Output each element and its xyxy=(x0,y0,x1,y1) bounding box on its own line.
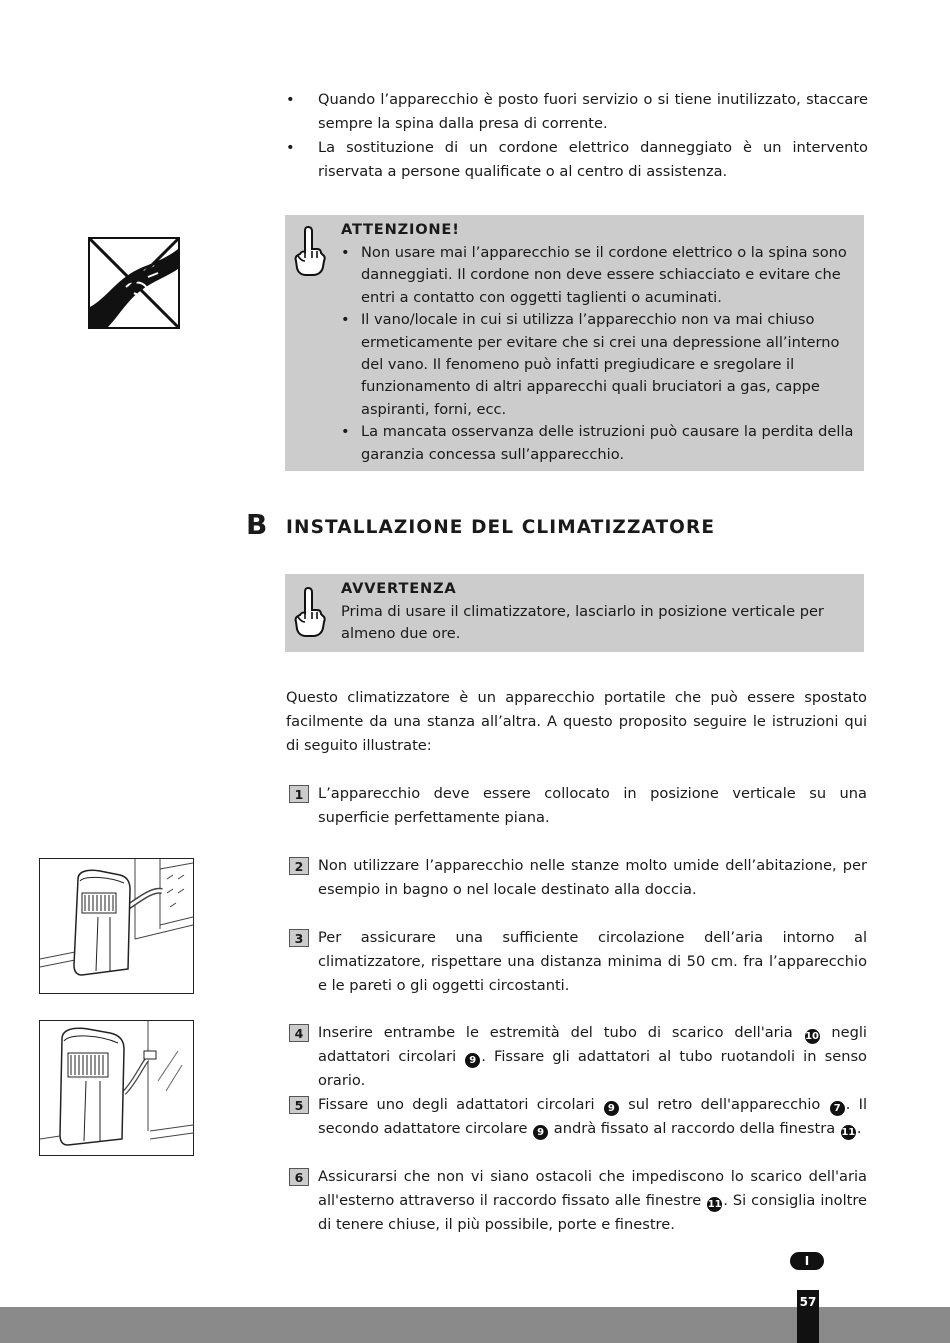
warning-title: AVVERTENZA xyxy=(341,580,457,597)
intro-paragraph: Questo climatizzatore è un apparecchio portatile che può essere spostato facilmente da una stanza all’altra. A questo proposito seguire le istruzioni qui di seguito illustrate: xyxy=(286,689,867,754)
ref-number-badge: 9 xyxy=(533,1125,548,1140)
step-text: Per assicurare una sufficiente circolazione dell’aria intorno al climatizzatore, rispettare una distanza minima di 50 cm. fra l’apparecchio e le pareti o gli oggetti circostanti. xyxy=(318,929,867,994)
ref-number-badge: 10 xyxy=(805,1031,819,1042)
step-text: Fissare uno degli adattatori circolari 9 sul retro dell'apparecchio 7 . Il secondo adattatore circolare 9 andrà fissato al raccordo della finestra 11 . xyxy=(318,1096,867,1138)
pointing-hand-icon xyxy=(293,586,327,638)
step-number: 1 xyxy=(289,785,309,803)
ref-number-badge: 9 xyxy=(465,1053,480,1068)
step-3 xyxy=(289,926,867,998)
step-text: Non utilizzare l’apparecchio nelle stanze molto umide dell’abitazione, per esempio in bagno o nel locale destinato alla doccia. xyxy=(318,857,867,898)
step-5 xyxy=(289,1093,867,1141)
ref-number-badge: 9 xyxy=(604,1101,619,1116)
section-letter: B xyxy=(246,508,268,541)
list-item: • Non usare mai l’apparecchio se il cordone elettrico o la spina sono danneggiati. Il cordone non deve essere schiacciato e evitare che entri a contatto con oggetti taglienti o acuminati. xyxy=(341,244,847,306)
air-conditioner-window-illustration xyxy=(39,858,194,994)
warning-text: Prima di usare il climatizzatore, lasciarlo in posizione verticale per almeno due ore. xyxy=(341,603,824,643)
page-number-tab xyxy=(797,1290,819,1343)
step-6 xyxy=(289,1165,867,1237)
pointing-hand-icon xyxy=(293,225,327,277)
intro-bullet-list xyxy=(286,88,868,184)
language-badge: I xyxy=(790,1252,824,1270)
section-title: INSTALLAZIONE DEL CLIMATIZZATORE xyxy=(286,517,716,538)
list-item: • La sostituzione di un cordone elettrico danneggiato è un intervento riservata a persone qualificate o al centro di assistenza. xyxy=(286,139,868,180)
step-2 xyxy=(289,854,867,902)
attention-list xyxy=(341,242,856,466)
page-number: 57 xyxy=(799,1295,817,1309)
ref-number-badge: 11 xyxy=(841,1127,856,1138)
ref-number-badge: 7 xyxy=(830,1101,845,1116)
no-cable-damage-pictogram xyxy=(88,237,180,329)
step-1 xyxy=(289,782,867,830)
attention-box xyxy=(285,215,864,471)
attention-title: ATTENZIONE! xyxy=(341,221,460,238)
step-text: Assicurarsi che non vi siano ostacoli che impediscono lo scarico dell'aria all'esterno attraverso il raccordo fissato alle finestre 11 . Si consiglia inoltre di tenere chiuse, il più possibile, porte e finestre. xyxy=(318,1168,868,1233)
step-text: Inserire entrambe le estremità del tubo di scarico dell'aria 10 negli adattatori circolari 9 . Fissare gli adattatori al tubo ruotandoli in senso orario. xyxy=(318,1024,867,1089)
ref-number-badge: 11 xyxy=(707,1199,722,1210)
list-item: • Il vano/locale in cui si utilizza l’apparecchio non va mai chiuso ermeticamente per evitare che si crei una depressione all’interno del vano. Il fenomeno può infatti pregiudicare e sregolare il funzionamento di altri apparecchi quali bruciatori a gas, cappe aspiranti, forni, ecc. xyxy=(341,311,840,418)
list-item: • La mancata osservanza delle istruzioni può causare la perdita della garanzia concessa sull’apparecchio. xyxy=(341,423,854,463)
step-text: L’apparecchio deve essere collocato in posizione verticale su una superficie perfettamente piana. xyxy=(318,785,867,826)
list-item: • Quando l’apparecchio è posto fuori servizio o si tiene inutilizzato, staccare sempre la spina dalla presa di corrente. xyxy=(286,91,868,132)
step-number: 2 xyxy=(289,857,309,875)
step-number: 6 xyxy=(289,1168,309,1186)
air-conditioner-hose-illustration xyxy=(39,1020,194,1156)
step-number: 4 xyxy=(289,1024,309,1042)
step-4 xyxy=(289,1021,867,1093)
warning-box xyxy=(285,574,864,652)
step-number: 5 xyxy=(289,1096,309,1114)
step-number: 3 xyxy=(289,929,309,947)
